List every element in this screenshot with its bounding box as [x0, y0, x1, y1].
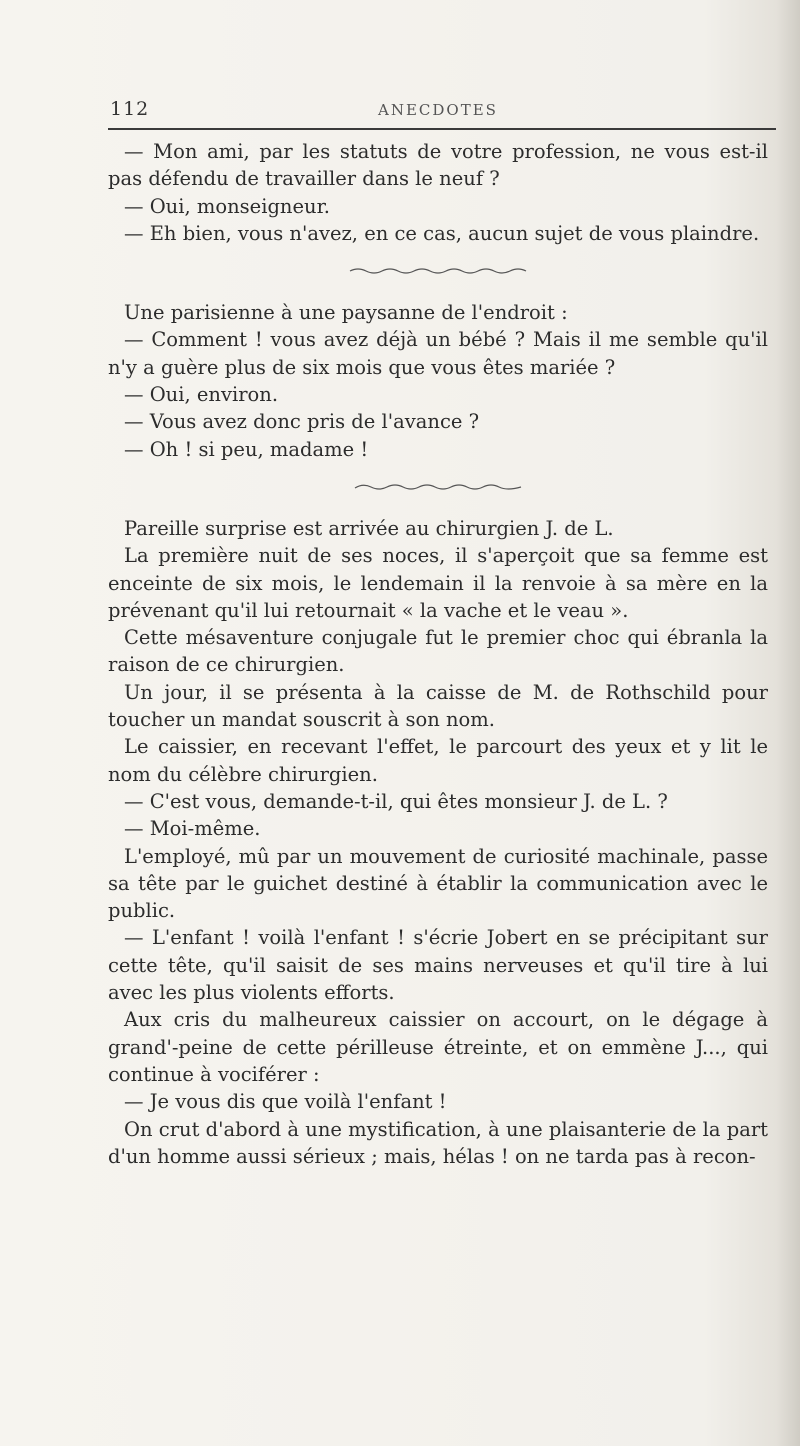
dialogue-line: — Eh bien, vous n'avez, en ce cas, aucun sujet de vous plaindre.: [124, 221, 760, 245]
paragraph: On crut d'abord à une mystification, à une plaisanterie de la part d'un homme aussi sérieux ; mais, hélas ! on ne tarda pas à recon-: [108, 1117, 768, 1168]
dialogue-line: — L'enfant ! voilà l'enfant ! s'écrie Jobert en se précipitant sur cette tête, qu'il saisit de ses mains nerveuses et qu'il tire à lui avec les plus violents efforts.: [108, 926, 768, 1005]
header-rule: [108, 128, 776, 130]
paragraph: Cette mésaventure conjugale fut le premier choc qui ébranla la raison de ce chirurgien.: [108, 626, 768, 677]
paragraph: L'employé, mû par un mouvement de curiosité machinale, passe sa tête par le guichet destiné à établir la communication avec le public.: [108, 844, 768, 923]
paragraph: Un jour, il se présenta à la caisse de M. de Rothschild pour toucher un mandat souscrit à son nom.: [108, 680, 768, 732]
paragraph: La première nuit de ses noces, il s'aperçoit que sa femme est enceinte de six mois, le lendemain il la renvoie à sa mère en la prévenant qu'il lui retournait « la vache et le veau ».: [108, 544, 768, 622]
anecdote-intro: Une parisienne à une paysanne de l'endroit :: [124, 301, 568, 325]
dialogue-line: — C'est vous, demande-t-il, qui êtes monsieur J. de L. ?: [124, 789, 668, 813]
paragraph: Pareille surprise est arrivée au chirurgien J. de L.: [124, 516, 614, 540]
dialogue-line: — Oui, environ.: [124, 383, 279, 407]
body-text: [108, 138, 768, 1170]
section-divider: [353, 481, 523, 493]
dialogue-line: — Oui, monseigneur.: [124, 194, 330, 218]
dialogue-line: — Moi-même.: [124, 817, 261, 841]
dialogue-line: — Vous avez donc pris de l'avance ?: [124, 410, 480, 434]
running-title: ANECDOTES: [378, 101, 498, 119]
dialogue-line: — Oh ! si peu, madame !: [124, 437, 369, 461]
section-divider: [348, 265, 528, 277]
page-number: 112: [110, 98, 150, 120]
paragraph: Aux cris du malheureux caissier on accourt, on le dégage à grand'-peine de cette périlleuse étreinte, et on emmène J..., qui continue à vociférer :: [108, 1008, 768, 1086]
paragraph: Le caissier, en recevant l'effet, le parcourt des yeux et y lit le nom du célèbre chirurgien.: [108, 735, 768, 786]
dialogue-line: — Je vous dis que voilà l'enfant !: [124, 1090, 447, 1114]
dialogue-line: — Mon ami, par les statuts de votre profession, ne vous est-il pas défendu de travailler dans le neuf ?: [108, 140, 768, 191]
dialogue-line: — Comment ! vous avez déjà un bébé ? Mais il me semble qu'il n'y a guère plus de six mois que vous êtes mariée ?: [108, 328, 768, 379]
page-header: [108, 98, 768, 128]
